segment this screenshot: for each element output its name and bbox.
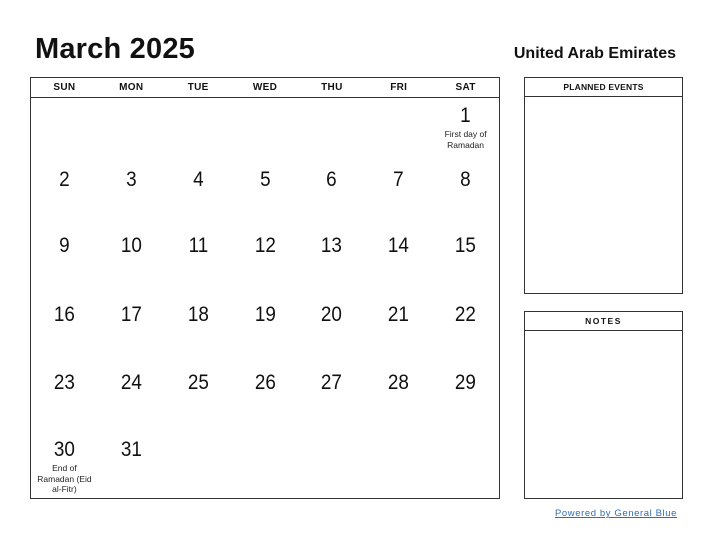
day-cell xyxy=(31,365,98,432)
day-number: 2 xyxy=(59,168,70,191)
day-number: 4 xyxy=(192,168,204,191)
weekday-header-row xyxy=(31,78,499,98)
day-number: 22 xyxy=(455,303,477,326)
week-row xyxy=(31,297,499,365)
day-cell xyxy=(232,98,299,162)
day-cell xyxy=(165,297,232,365)
day-cell xyxy=(432,162,499,228)
week-row xyxy=(31,162,499,228)
day-cell xyxy=(31,98,98,162)
day-cell xyxy=(98,365,165,432)
day-cell xyxy=(232,297,299,365)
day-cell xyxy=(232,162,299,228)
day-cell xyxy=(31,228,98,297)
day-cell xyxy=(98,98,165,162)
holiday-label: First day of Ramadan xyxy=(444,129,487,150)
day-number xyxy=(34,98,94,104)
day-number: 15 xyxy=(455,234,477,257)
day-cell xyxy=(98,228,165,297)
day-number: 23 xyxy=(53,371,75,394)
planned-events-box xyxy=(524,77,683,294)
day-number: 19 xyxy=(254,303,276,326)
powered-by-link[interactable]: Powered by General Blue xyxy=(554,508,677,519)
day-cell xyxy=(432,297,499,365)
day-cell xyxy=(432,228,499,297)
day-number xyxy=(235,98,295,104)
day-number xyxy=(302,432,362,438)
day-number: 25 xyxy=(187,371,209,394)
day-cell xyxy=(365,432,432,499)
weekday-fri: FRI xyxy=(390,82,408,93)
holiday-label: End of Ramadan (Eid al-Fitr) xyxy=(37,463,92,494)
week-row xyxy=(31,432,499,499)
day-number: 9 xyxy=(59,234,70,257)
day-number: 17 xyxy=(120,303,142,326)
day-number: 13 xyxy=(321,234,343,257)
weekday-sun: SUN xyxy=(53,82,76,93)
day-number: 30 xyxy=(53,438,75,461)
day-number: 1 xyxy=(460,104,471,127)
day-cell xyxy=(432,432,499,499)
day-cell xyxy=(232,228,299,297)
week-row xyxy=(31,98,499,162)
day-cell xyxy=(298,432,365,499)
day-cell xyxy=(365,297,432,365)
day-number: 8 xyxy=(460,168,471,191)
day-cell xyxy=(432,98,499,162)
day-cell xyxy=(298,162,365,228)
day-cell xyxy=(298,297,365,365)
day-number xyxy=(369,98,429,104)
day-number: 31 xyxy=(120,438,142,461)
weekday-tue: TUE xyxy=(187,82,209,93)
page-title: March 2025 xyxy=(35,33,195,65)
day-number xyxy=(302,98,362,104)
day-number xyxy=(168,432,228,438)
day-cell xyxy=(365,162,432,228)
day-cell xyxy=(31,162,98,228)
day-number: 11 xyxy=(188,234,208,257)
day-number: 28 xyxy=(388,371,410,394)
day-number: 7 xyxy=(393,168,404,191)
week-row xyxy=(31,365,499,432)
day-number: 6 xyxy=(326,168,338,191)
country-name: United Arab Emirates xyxy=(513,45,676,62)
day-cell xyxy=(365,228,432,297)
notes-heading: NOTES xyxy=(525,312,682,331)
day-number: 12 xyxy=(254,234,276,257)
weekday-sat: SAT xyxy=(455,82,476,93)
day-number: 29 xyxy=(455,371,477,394)
day-number: 24 xyxy=(120,371,142,394)
day-number: 16 xyxy=(53,303,75,326)
day-cell xyxy=(31,297,98,365)
day-cell xyxy=(165,228,232,297)
day-cell xyxy=(165,162,232,228)
day-number: 27 xyxy=(321,371,343,394)
weekday-wed: WED xyxy=(252,82,278,93)
day-number xyxy=(168,98,228,104)
day-cell xyxy=(365,98,432,162)
planned-events-heading: PLANNED EVENTS xyxy=(525,78,682,97)
day-number: 10 xyxy=(120,234,142,257)
day-cell xyxy=(365,365,432,432)
day-cell xyxy=(98,162,165,228)
day-cell xyxy=(165,365,232,432)
weekday-mon: MON xyxy=(119,82,144,93)
day-number xyxy=(435,432,495,438)
day-cell xyxy=(432,365,499,432)
day-number: 14 xyxy=(388,234,410,257)
day-cell xyxy=(298,228,365,297)
day-cell xyxy=(165,98,232,162)
calendar-weeks xyxy=(31,98,499,498)
week-row xyxy=(31,228,499,297)
day-cell xyxy=(298,365,365,432)
day-cell xyxy=(31,432,98,499)
day-cell xyxy=(98,297,165,365)
day-number xyxy=(235,432,295,438)
weekday-thu: THU xyxy=(321,82,343,93)
day-cell xyxy=(232,432,299,499)
month-calendar xyxy=(30,77,500,499)
day-number: 26 xyxy=(254,371,276,394)
day-number xyxy=(101,98,161,104)
day-cell xyxy=(232,365,299,432)
day-number: 5 xyxy=(259,168,271,191)
day-number: 18 xyxy=(187,303,209,326)
day-number: 21 xyxy=(388,303,410,326)
day-cell xyxy=(165,432,232,499)
day-cell xyxy=(298,98,365,162)
notes-box xyxy=(524,311,683,499)
day-cell xyxy=(98,432,165,499)
day-number: 3 xyxy=(126,168,137,191)
day-number xyxy=(369,432,429,438)
day-number: 20 xyxy=(321,303,343,326)
